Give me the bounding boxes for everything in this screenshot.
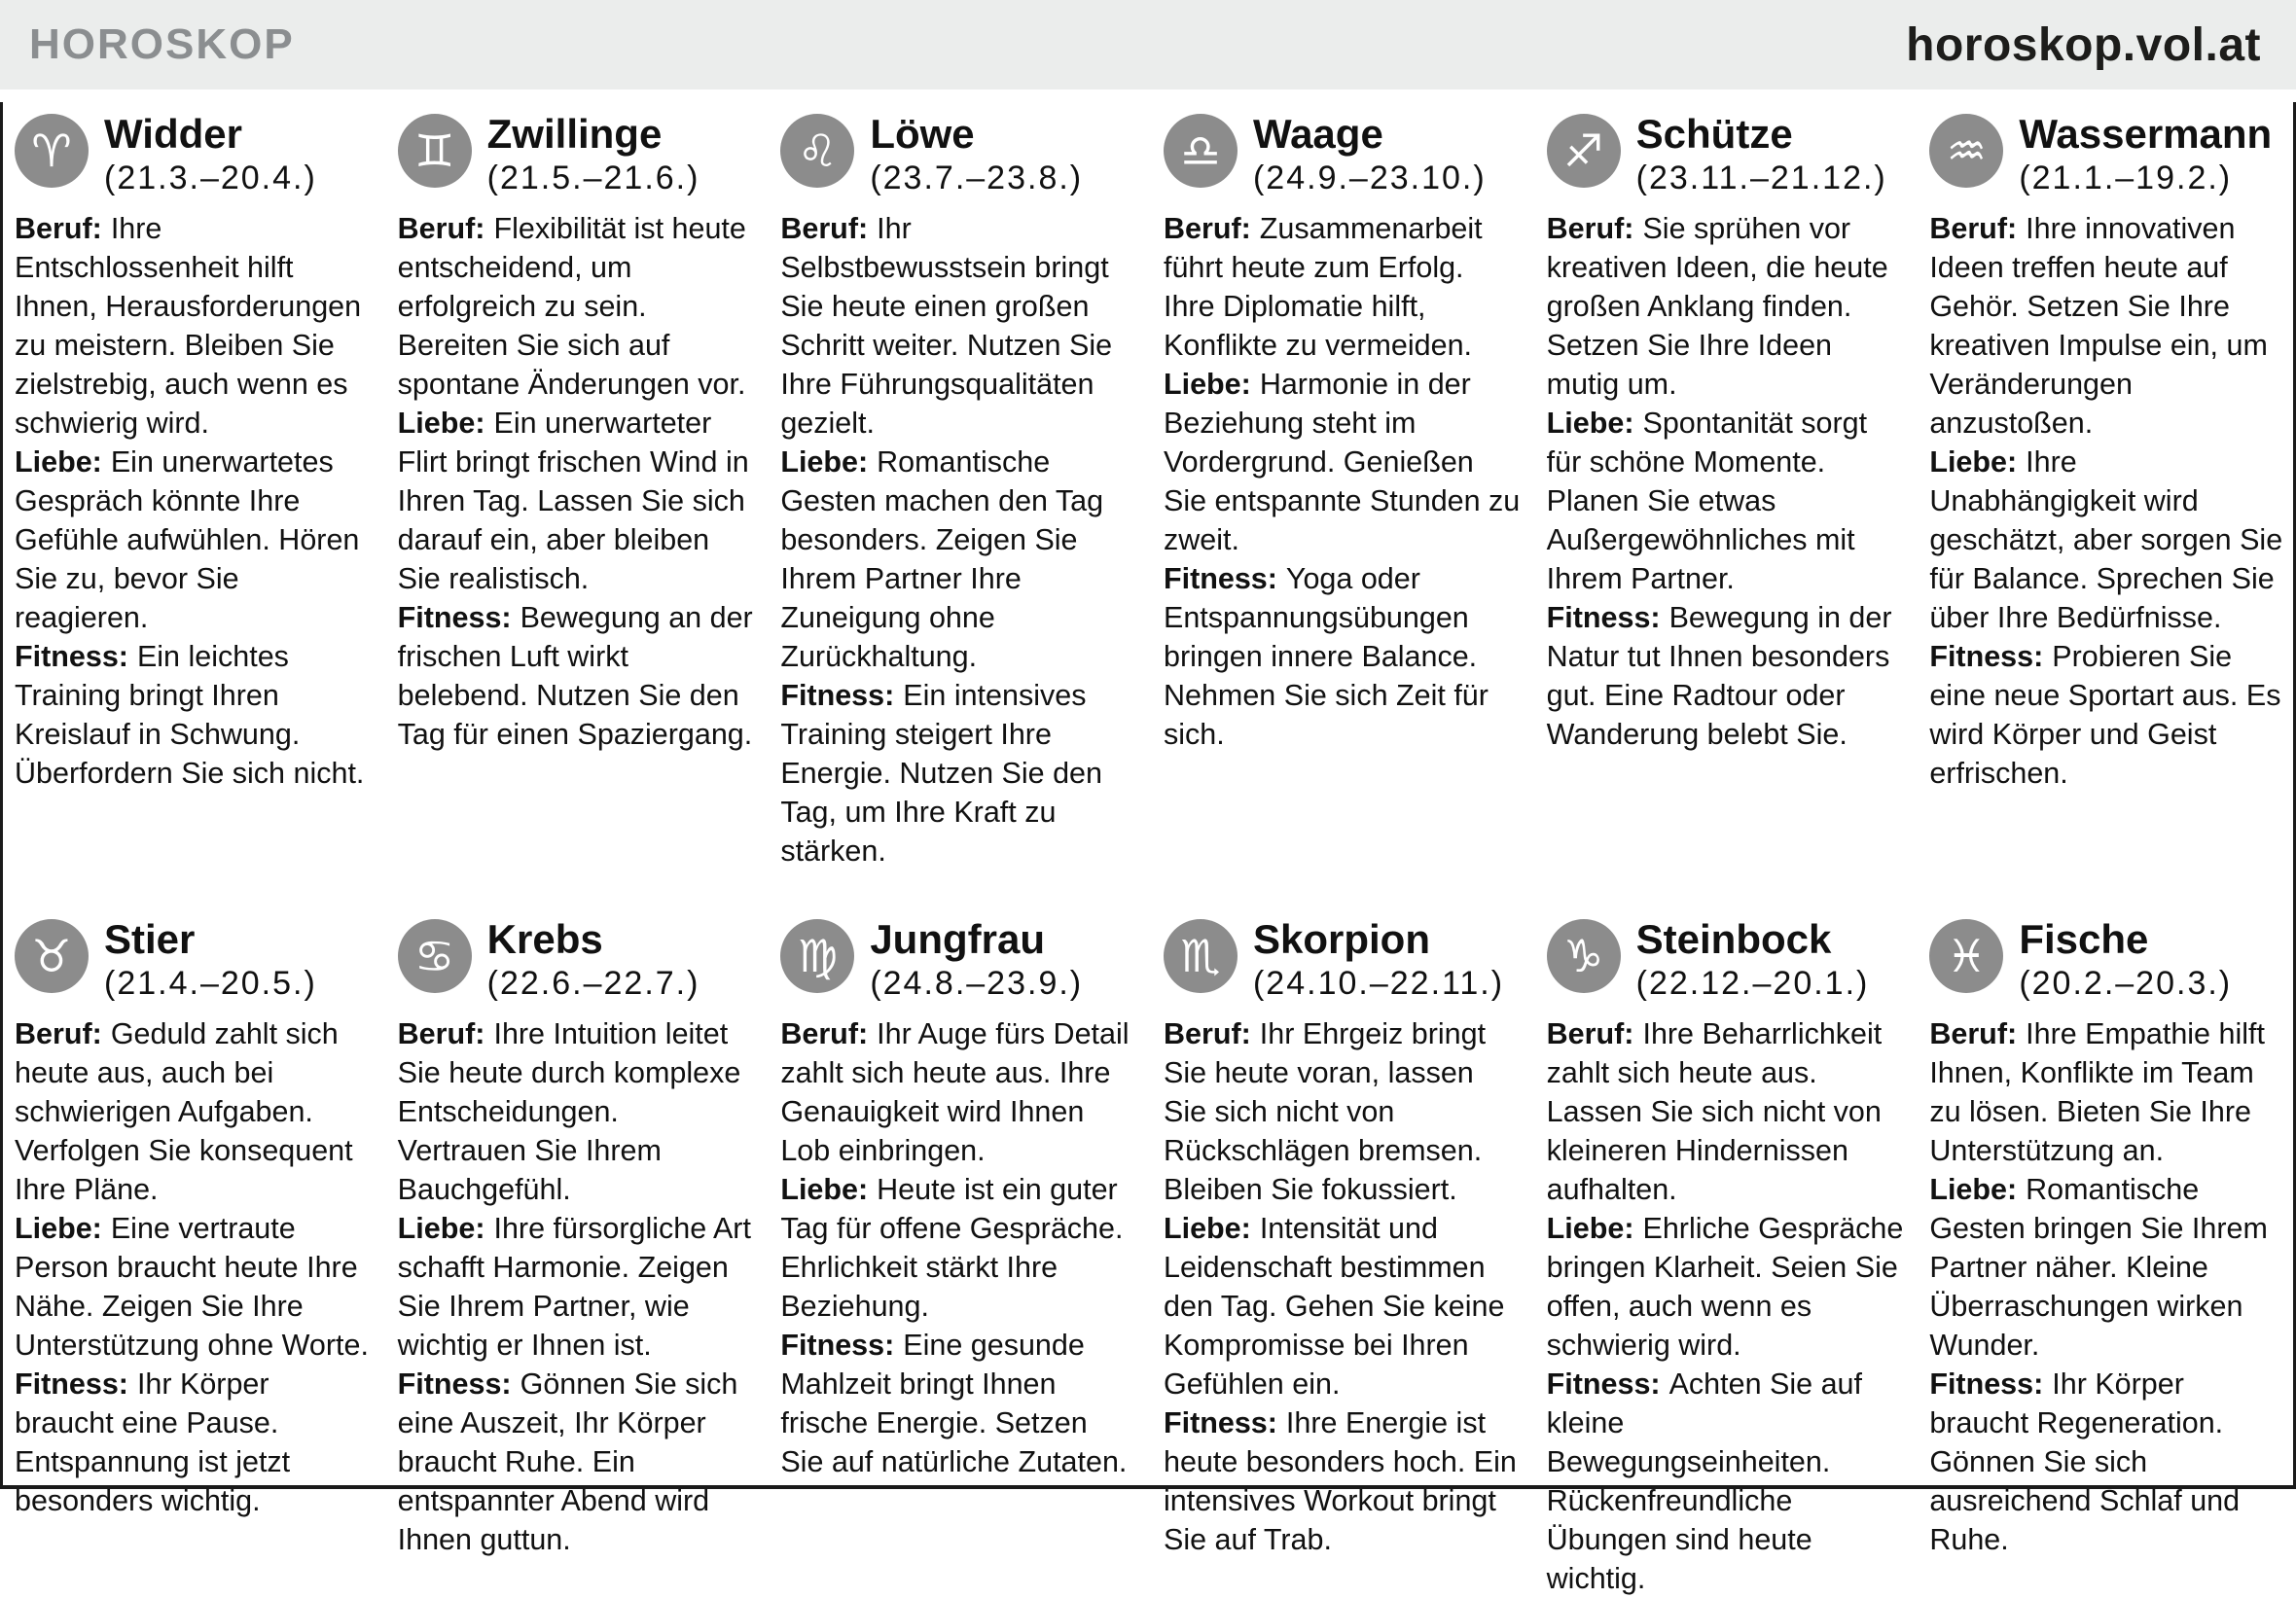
zodiac-glyph: ♉ [31, 930, 72, 982]
page-title: HOROSKOP [29, 20, 295, 68]
beruf-label: Beruf: [1163, 1017, 1251, 1050]
beruf-section [398, 1014, 756, 1209]
beruf-section [1164, 209, 1522, 365]
fishes-icon [1929, 919, 2003, 993]
beruf-text: Ihr Auge fürs Detail zahlt sich heute aus. Ihre Genauigkeit wird Ihnen Lob einbringen. [780, 1017, 1130, 1167]
zodiac-glyph: ♈ [31, 124, 72, 177]
fitness-text: Eine gesunde Mahlzeit bringt Ihnen frische Energie. Setzen Sie auf natürliche Zutaten. [780, 1329, 1128, 1478]
zodiac-glyph: ♑ [1563, 930, 1604, 982]
fitness-section [780, 676, 1138, 870]
sign-name: Waage [1252, 111, 1383, 157]
fitness-label: Fitness: [780, 679, 895, 712]
sign-header [1164, 917, 1522, 1003]
sign-dates: (24.9.–23.10.) [1252, 160, 1487, 196]
fitness-text: Ein intensives Training steigert Ihre Energie. Nutzen Sie den Tag, um Ihre Kraft zu stärken. [780, 679, 1102, 868]
beruf-section [1929, 1014, 2287, 1170]
fitness-text: Ihre Energie ist heute besonders hoch. Ein intensives Workout bringt Sie auf Trab. [1163, 1406, 1517, 1556]
beruf-label: Beruf: [1546, 212, 1634, 245]
sign-card-wassermann [1929, 112, 2287, 870]
fitness-section [15, 1365, 373, 1520]
site-url: horoskop.vol.at [1906, 18, 2261, 71]
liebe-text: Heute ist ein guter Tag für offene Gespräche. Ehrlichkeit stärkt Ihre Beziehung. [780, 1173, 1124, 1323]
beruf-text: Ihr Selbstbewusstsein bringt Sie heute einen großen Schritt weiter. Nutzen Sie Ihre Führungsqualitäten gezielt. [780, 212, 1113, 440]
liebe-text: Spontanität sorgt für schöne Momente. Planen Sie etwas Außergewöhnliches mit Ihrem Partner. [1546, 407, 1868, 595]
beruf-section [1547, 209, 1905, 404]
beruf-text: Ihre Beharrlichkeit zahlt sich heute aus. Lassen Sie sich nicht von kleineren Hindernissen aufhalten. [1546, 1017, 1883, 1206]
beruf-section [15, 209, 373, 443]
maiden-icon [780, 919, 854, 993]
liebe-text: Romantische Gesten bringen Sie Ihrem Partner näher. Kleine Überraschungen wirken Wunder. [1929, 1173, 2268, 1362]
horoscope-grid [15, 112, 2287, 1598]
beruf-text: Flexibilität ist heute entscheidend, um erfolgreich zu sein. Bereiten Sie sich auf spontane Änderungen vor. [397, 212, 746, 401]
horoscope-box [0, 102, 2296, 1595]
scorpion-icon [1164, 919, 1238, 993]
sign-header [1547, 112, 1905, 197]
beruf-section [1547, 1014, 1905, 1209]
fitness-text: Ihr Körper braucht eine Pause. Entspannung ist jetzt besonders wichtig. [15, 1367, 291, 1517]
beruf-text: Ihr Ehrgeiz bringt Sie heute voran, lassen Sie sich nicht von Rückschlägen bremsen. Bleiben Sie fokussiert. [1163, 1017, 1487, 1206]
beruf-text: Zusammenarbeit führt heute zum Erfolg. Ihre Diplomatie hilft, Konflikte zu vermeiden. [1163, 212, 1483, 362]
liebe-label: Liebe: [780, 1173, 869, 1206]
sign-titles [1636, 917, 1870, 1003]
liebe-section [780, 443, 1138, 676]
zodiac-glyph: ♋ [414, 930, 455, 982]
sign-titles [870, 917, 1083, 1003]
archer-icon [1547, 114, 1621, 188]
sign-dates: (22.12.–20.1.) [1635, 965, 1870, 1002]
liebe-label: Liebe: [1163, 368, 1251, 401]
fitness-label: Fitness: [15, 1367, 128, 1401]
zodiac-glyph: ♏ [1180, 930, 1221, 982]
zodiac-glyph: ♌ [797, 124, 838, 177]
beruf-label: Beruf: [1546, 1017, 1634, 1050]
sign-name: Fische [2019, 916, 2149, 962]
liebe-label: Liebe: [15, 445, 102, 479]
fitness-label: Fitness: [397, 1367, 512, 1401]
liebe-section [1547, 1209, 1905, 1365]
sign-header [1164, 112, 1522, 197]
fitness-text: Achten Sie auf kleine Bewegungseinheiten. Rückenfreundliche Übungen sind heute wichtig. [1546, 1367, 1862, 1595]
sign-titles [104, 112, 317, 197]
beruf-text: Geduld zahlt sich heute aus, auch bei schwierigen Aufgaben. Verfolgen Sie konsequent Ihre Pläne. [15, 1017, 353, 1206]
goat-icon [1547, 919, 1621, 993]
fitness-section [398, 1365, 756, 1559]
fitness-label: Fitness: [1163, 1406, 1277, 1439]
fitness-text: Probieren Sie eine neue Sportart aus. Es wird Körper und Geist erfrischen. [1929, 640, 2281, 790]
water-bearer-icon [1929, 114, 2003, 188]
sign-dates: (21.1.–19.2.) [2019, 160, 2233, 196]
liebe-section [15, 443, 373, 637]
liebe-section [1929, 1170, 2287, 1365]
sign-header [398, 112, 756, 197]
liebe-label: Liebe: [397, 1212, 485, 1245]
sign-header [15, 112, 373, 197]
sign-titles [870, 112, 1083, 197]
fitness-label: Fitness: [1929, 1367, 2044, 1401]
sign-header [780, 917, 1138, 1003]
sign-name: Jungfrau [870, 916, 1045, 962]
beruf-label: Beruf: [1929, 212, 2018, 245]
liebe-text: Ihre Unabhängigkeit wird geschätzt, aber sorgen Sie für Balance. Sprechen Sie über Ihre Bedürfnisse. [1929, 445, 2283, 634]
beruf-label: Beruf: [15, 1017, 102, 1050]
beruf-section [1929, 209, 2287, 443]
sign-name: Skorpion [1252, 916, 1430, 962]
sign-name: Krebs [486, 916, 603, 962]
sign-name: Wassermann [2019, 111, 2273, 157]
liebe-section [398, 404, 756, 598]
liebe-text: Ehrliche Gespräche bringen Klarheit. Seien Sie offen, auch wenn es schwierig wird. [1546, 1212, 1904, 1362]
fitness-section [1164, 559, 1522, 754]
liebe-section [1929, 443, 2287, 637]
beruf-text: Ihre Entschlossenheit hilft Ihnen, Herausforderungen zu meistern. Bleiben Sie zielstrebig, auch wenn es schwierig wird. [15, 212, 362, 440]
lion-icon [780, 114, 854, 188]
sign-header [1929, 112, 2287, 197]
sign-dates: (23.11.–21.12.) [1635, 160, 1887, 196]
beruf-section [398, 209, 756, 404]
beruf-text: Sie sprühen vor kreativen Ideen, die heute großen Anklang finden. Setzen Sie Ihre Ideen mutig um. [1546, 212, 1888, 401]
beruf-label: Beruf: [397, 212, 485, 245]
fitness-section [1929, 637, 2287, 793]
zodiac-glyph: ♊ [414, 124, 455, 177]
sign-titles [487, 917, 700, 1003]
beruf-label: Beruf: [780, 212, 869, 245]
sign-dates: (24.8.–23.9.) [870, 965, 1084, 1002]
sign-card-zwillinge [398, 112, 756, 870]
sign-titles [1636, 112, 1887, 197]
zodiac-glyph: ♍ [797, 930, 838, 982]
crab-icon [398, 919, 472, 993]
sign-dates: (23.7.–23.8.) [870, 160, 1084, 196]
beruf-label: Beruf: [397, 1017, 485, 1050]
bull-icon [15, 919, 89, 993]
sign-titles [2019, 112, 2272, 197]
sign-card-waage [1164, 112, 1522, 870]
fitness-label: Fitness: [1546, 601, 1661, 634]
liebe-label: Liebe: [1929, 1173, 2018, 1206]
sign-header [1929, 917, 2287, 1003]
liebe-label: Liebe: [1546, 1212, 1634, 1245]
sign-card-schuetze [1547, 112, 1905, 870]
beruf-section [1164, 1014, 1522, 1209]
zodiac-glyph: ♐ [1563, 124, 1604, 177]
sign-titles [487, 112, 700, 197]
sign-card-jungfrau [780, 917, 1138, 1598]
sign-dates: (22.6.–22.7.) [486, 965, 700, 1002]
twins-icon [398, 114, 472, 188]
liebe-text: Ein unerwarteter Flirt bringt frischen Wind in Ihren Tag. Lassen Sie sich darauf ein, aber bleiben Sie realistisch. [397, 407, 749, 595]
ram-icon [15, 114, 89, 188]
liebe-section [1547, 404, 1905, 598]
beruf-section [780, 209, 1138, 443]
sign-name: Schütze [1635, 111, 1793, 157]
liebe-section [780, 1170, 1138, 1326]
fitness-text: Ihr Körper braucht Regeneration. Gönnen Sie sich ausreichend Schlaf und Ruhe. [1929, 1367, 2241, 1556]
liebe-text: Romantische Gesten machen den Tag besonders. Zeigen Sie Ihrem Partner Ihre Zuneigung ohne Zurückhaltung. [780, 445, 1104, 673]
sign-dates: (21.4.–20.5.) [104, 965, 317, 1002]
sign-header [1547, 917, 1905, 1003]
fitness-section [780, 1326, 1138, 1481]
sign-card-krebs [398, 917, 756, 1598]
liebe-section [1164, 1209, 1522, 1403]
fitness-label: Fitness: [15, 640, 128, 673]
beruf-label: Beruf: [15, 212, 102, 245]
sign-name: Steinbock [1635, 916, 1832, 962]
sign-titles [104, 917, 317, 1003]
beruf-label: Beruf: [1163, 212, 1251, 245]
sign-card-loewe [780, 112, 1138, 870]
sign-header [780, 112, 1138, 197]
zodiac-glyph: ♓ [1946, 930, 1987, 982]
liebe-label: Liebe: [780, 445, 869, 479]
beruf-label: Beruf: [1929, 1017, 2018, 1050]
liebe-section [15, 1209, 373, 1365]
liebe-text: Ein unerwartetes Gespräch könnte Ihre Gefühle aufwühlen. Hören Sie zu, bevor Sie reagieren. [15, 445, 360, 634]
fitness-text: Bewegung an der frischen Luft wirkt belebend. Nutzen Sie den Tag für einen Spaziergang. [397, 601, 753, 751]
sign-titles [1253, 112, 1487, 197]
sign-titles [2019, 917, 2232, 1003]
fitness-section [1547, 1365, 1905, 1598]
scales-icon [1164, 114, 1238, 188]
sign-name: Zwillinge [486, 111, 663, 157]
liebe-label: Liebe: [1929, 445, 2018, 479]
sign-dates: (21.3.–20.4.) [104, 160, 317, 196]
fitness-label: Fitness: [780, 1329, 895, 1362]
sign-dates: (21.5.–21.6.) [486, 160, 700, 196]
fitness-text: Yoga oder Entspannungsübungen bringen innere Balance. Nehmen Sie sich Zeit für sich. [1163, 562, 1489, 751]
sign-name: Stier [104, 916, 196, 962]
top-bar [0, 0, 2296, 89]
liebe-label: Liebe: [1163, 1212, 1251, 1245]
fitness-section [398, 598, 756, 754]
fitness-label: Fitness: [1929, 640, 2044, 673]
liebe-section [1164, 365, 1522, 559]
fitness-section [15, 637, 373, 793]
fitness-label: Fitness: [1546, 1367, 1661, 1401]
sign-header [15, 917, 373, 1003]
sign-name: Löwe [870, 111, 975, 157]
sign-name: Widder [104, 111, 242, 157]
sign-card-widder [15, 112, 373, 870]
liebe-label: Liebe: [15, 1212, 102, 1245]
liebe-text: Intensität und Leidenschaft bestimmen den Tag. Gehen Sie keine Kompromisse bei Ihren Gefühlen ein. [1163, 1212, 1505, 1401]
fitness-section [1164, 1403, 1522, 1559]
sign-header [398, 917, 756, 1003]
zodiac-glyph: ♎ [1180, 124, 1221, 177]
fitness-label: Fitness: [1163, 562, 1277, 595]
liebe-section [398, 1209, 756, 1365]
liebe-label: Liebe: [1546, 407, 1634, 440]
liebe-text: Ihre fürsorgliche Art schafft Harmonie. Zeigen Sie Ihrem Partner, wie wichtig er Ihnen ist. [397, 1212, 751, 1362]
fitness-text: Ein leichtes Training bringt Ihren Kreislauf in Schwung. Überfordern Sie sich nicht. [15, 640, 365, 790]
fitness-label: Fitness: [397, 601, 512, 634]
sign-card-skorpion [1164, 917, 1522, 1598]
liebe-text: Harmonie in der Beziehung steht im Vordergrund. Genießen Sie entspannte Stunden zu zweit. [1163, 368, 1521, 556]
beruf-section [15, 1014, 373, 1209]
sign-dates: (20.2.–20.3.) [2019, 965, 2233, 1002]
liebe-label: Liebe: [397, 407, 485, 440]
sign-card-steinbock [1547, 917, 1905, 1598]
fitness-section [1929, 1365, 2287, 1559]
beruf-text: Ihre Intuition leitet Sie heute durch komplexe Entscheidungen. Vertrauen Sie Ihrem Bauchgefühl. [397, 1017, 741, 1206]
fitness-text: Gönnen Sie sich eine Auszeit, Ihr Körper braucht Ruhe. Ein entspannter Abend wird Ihnen guttun. [397, 1367, 738, 1556]
liebe-text: Eine vertraute Person braucht heute Ihre Nähe. Zeigen Sie Ihre Unterstützung ohne Worte. [15, 1212, 369, 1362]
fitness-text: Bewegung in der Natur tut Ihnen besonders gut. Eine Radtour oder Wanderung belebt Sie. [1546, 601, 1892, 751]
beruf-text: Ihre innovativen Ideen treffen heute auf Gehör. Setzen Sie Ihre kreativen Impulse ein, um Veränderungen anzustoßen. [1929, 212, 2268, 440]
sign-card-fische [1929, 917, 2287, 1598]
sign-titles [1253, 917, 1504, 1003]
beruf-text: Ihre Empathie hilft Ihnen, Konflikte im Team zu lösen. Bieten Sie Ihre Unterstützung an. [1929, 1017, 2265, 1167]
sign-dates: (24.10.–22.11.) [1252, 965, 1505, 1002]
beruf-label: Beruf: [780, 1017, 869, 1050]
beruf-section [780, 1014, 1138, 1170]
fitness-section [1547, 598, 1905, 754]
sign-card-stier [15, 917, 373, 1598]
zodiac-glyph: ♒ [1946, 124, 1987, 177]
